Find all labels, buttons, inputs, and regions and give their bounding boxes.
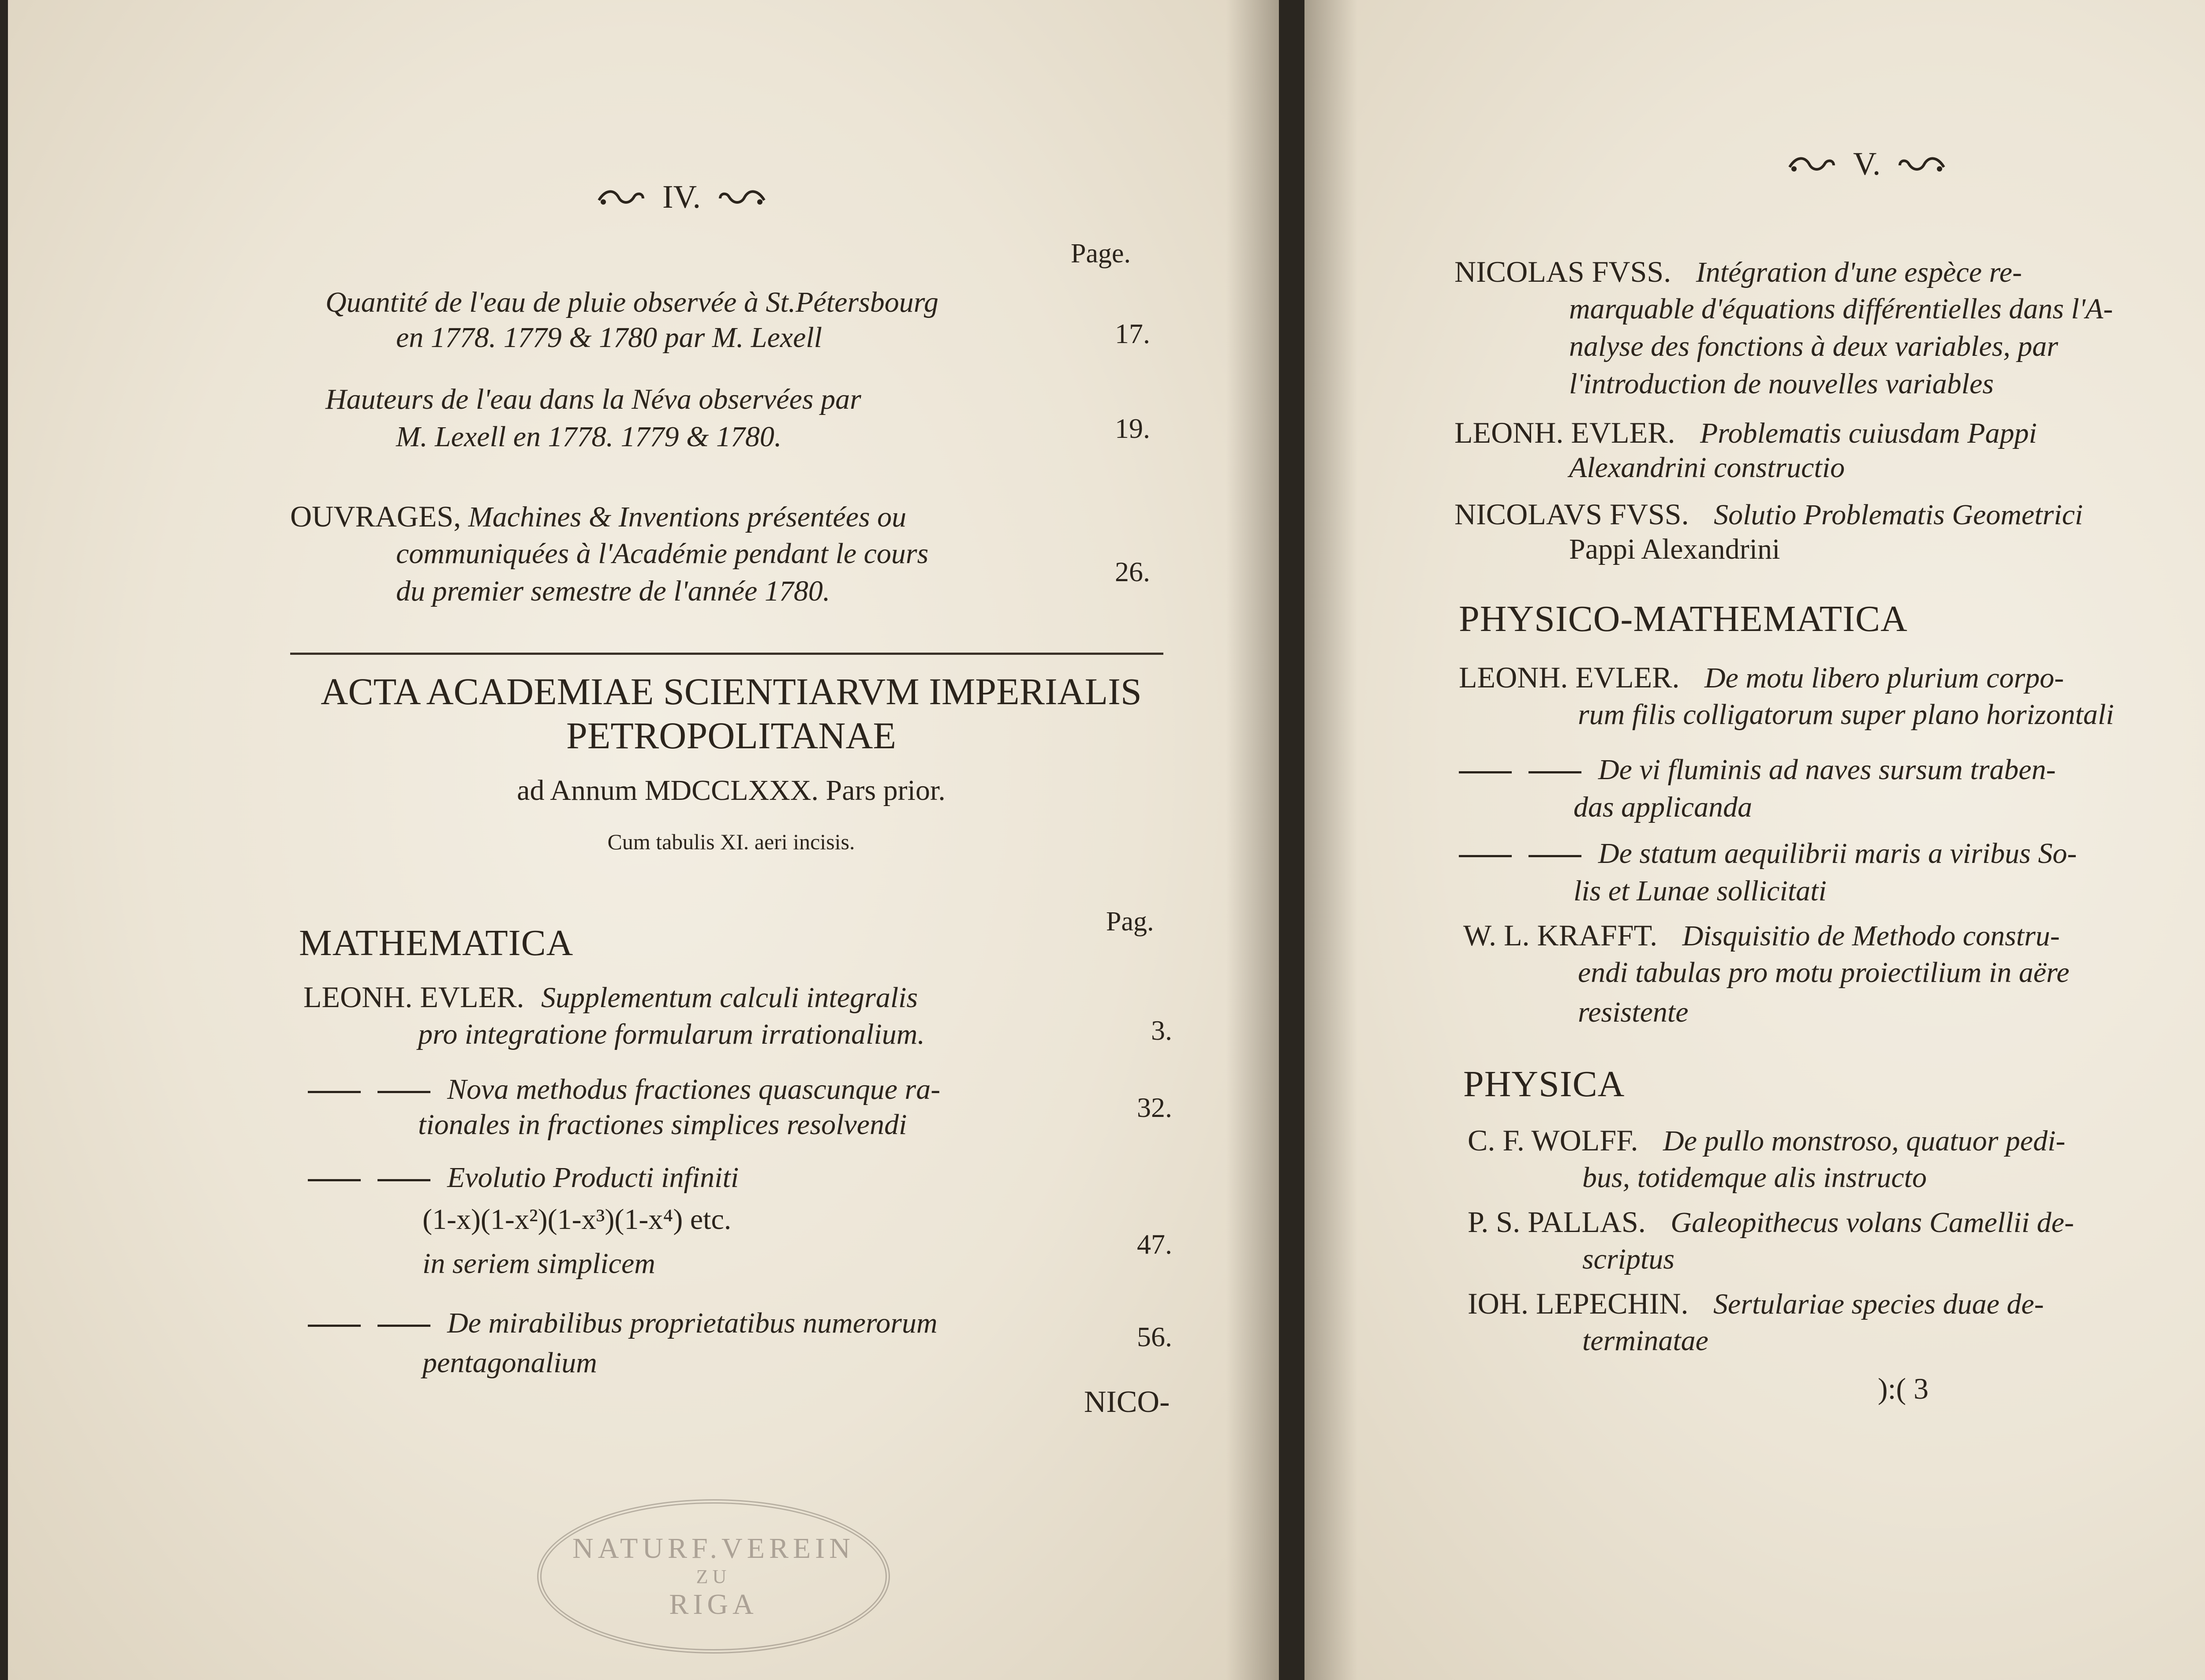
author-name: NICOLAS FVSS. (1454, 255, 1671, 288)
fleuron-ornament-icon (594, 187, 647, 208)
ditto-dash (1529, 855, 1581, 857)
running-head (1785, 146, 1948, 183)
entry-line: scriptus (1582, 1243, 1675, 1275)
entry-line: nalyse des fonctions à deux variables, par (1569, 330, 2058, 362)
entry-line: resistente (1578, 996, 1689, 1028)
entry-author (1463, 915, 2060, 956)
entry-line: das applicanda (1573, 791, 1753, 823)
entry-line (308, 1157, 739, 1198)
entry-line: Problematis cuiusdam Pappi (1700, 417, 2037, 449)
page-column-label: Pag. (1106, 907, 1154, 937)
entry-line-text: De mirabilibus proprietatibus numerorum (447, 1307, 938, 1339)
page-column-label: Page. (1071, 239, 1131, 269)
right-page (1304, 0, 2205, 1680)
acta-note: Cum tabulis XI. aeri incisis. (607, 829, 855, 854)
entry-line: tionales in fractiones simplices resolvendi (418, 1109, 907, 1141)
entry-line: Solutio Problematis Geometrici (1714, 499, 2083, 531)
entry-line: in seriem simplicem (422, 1247, 655, 1280)
entry-line: du premier semestre de l'année 1780. (396, 575, 830, 607)
acta-subtitle: ad Annum MDCCLXXX. Pars prior. (517, 774, 946, 806)
entry-line-text: De statum aequilibrii maris a viribus So- (1598, 837, 2077, 870)
entry-line: De pullo monstroso, quatuor pedi- (1663, 1125, 2066, 1157)
entry-line: Machines & Inventions présentées ou (468, 501, 907, 533)
entry-line: De motu libero plurium corpo- (1704, 662, 2064, 694)
entry-line (308, 1069, 940, 1110)
entry-line: endi tabulas pro motu proiectilium in aëre (1578, 956, 2070, 989)
fleuron-ornament-icon (1895, 154, 1948, 175)
entry-author (1459, 657, 2064, 698)
author-name: NICOLAVS FVSS. (1454, 497, 1689, 531)
entry-author (290, 496, 906, 538)
entry-line: Quantité de l'eau de pluie observée à St.Pétersbourg (325, 286, 938, 318)
entry-line: terminatae (1582, 1325, 1708, 1357)
page-number: 19. (1115, 413, 1150, 444)
formula: (1-x)(1-x²)(1-x³)(1-x⁴) etc. (422, 1203, 732, 1236)
ditto-dash (1529, 771, 1581, 773)
entry-line-text: Nova methodus fractiones quascunque ra- (447, 1073, 941, 1105)
gutter-shadow (1304, 0, 1357, 1680)
entry-line: marquable d'équations différentielles dans l'A- (1569, 293, 2113, 325)
running-head-number: V. (1853, 146, 1881, 182)
section-heading: PHYSICO-MATHEMATICA (1459, 598, 1908, 639)
author-name: OUVRAGES, (290, 500, 461, 533)
entry-line: Supplementum calculi integralis (541, 982, 918, 1014)
page-number: 26. (1115, 556, 1150, 587)
ditto-dash (377, 1091, 430, 1093)
ditto-dash (308, 1091, 361, 1093)
entry-line: Disquisitio de Methodo constru- (1682, 920, 2060, 952)
entry-author (1454, 251, 2022, 293)
gutter-shadow (1226, 0, 1279, 1680)
author-name: LEONH. EVLER. (1454, 416, 1675, 449)
entry-line: Pappi Alexandrini (1569, 533, 1780, 565)
fleuron-ornament-icon (1785, 154, 1838, 175)
entry-author (1468, 1283, 2044, 1325)
running-head (594, 179, 769, 216)
entry-line: Sertulariae species duae de- (1713, 1288, 2044, 1320)
entry-line: l'introduction de nouvelles variables (1569, 368, 1994, 400)
entry-line: Galeopithecus volans Camellii de- (1671, 1206, 2074, 1239)
ditto-dash (308, 1325, 361, 1327)
entry-author (303, 977, 918, 1018)
page-number: 17. (1115, 318, 1150, 349)
author-name: C. F. WOLFF. (1468, 1124, 1638, 1157)
acta-title: ACTA ACADEMIAE SCIENTIARVM IMPERIALIS (321, 670, 1142, 713)
stamp-text: RIGA (669, 1588, 758, 1620)
author-name: P. S. PALLAS. (1468, 1205, 1646, 1239)
entry-line: Intégration d'une espèce re- (1696, 256, 2022, 288)
entry-line (1459, 750, 2056, 790)
ditto-dash (1459, 855, 1512, 857)
entry-line: Hauteurs de l'eau dans la Néva observées par (325, 383, 861, 415)
entry-line: Alexandrini constructio (1569, 452, 1845, 484)
author-name: W. L. KRAFFT. (1463, 918, 1658, 952)
entry-line: M. Lexell en 1778. 1779 & 1780. (396, 421, 782, 453)
page-number: 3. (1151, 1015, 1172, 1046)
section-heading: PHYSICA (1463, 1064, 1625, 1105)
running-head-number: IV. (662, 179, 701, 215)
stamp-text: NATURF.VEREIN (572, 1532, 855, 1564)
entry-line (308, 1303, 938, 1344)
entry-line: pro integratione formularum irrationalium. (418, 1018, 925, 1050)
ditto-dash (377, 1179, 430, 1181)
entry-line-text: Evolutio Producti infiniti (447, 1161, 739, 1194)
library-stamp (537, 1499, 890, 1654)
entry-author (1468, 1120, 2065, 1161)
page-number: 56. (1137, 1321, 1172, 1352)
entry-line: pentagonalium (422, 1347, 597, 1379)
entry-line (1459, 833, 2077, 874)
ditto-dash (1459, 771, 1512, 773)
entry-author (1468, 1202, 2074, 1243)
page-number: 32. (1137, 1092, 1172, 1123)
entry-line: bus, totidemque alis instructo (1582, 1161, 1927, 1194)
stamp-text: ZU (696, 1565, 731, 1587)
acta-title-line2: PETROPOLITANAE (566, 714, 896, 757)
section-rule (290, 653, 1163, 655)
section-heading: MATHEMATICA (299, 922, 574, 963)
catchword: NICO- (1084, 1385, 1170, 1419)
entry-line: en 1778. 1779 & 1780 par M. Lexell (396, 321, 822, 354)
author-name: LEONH. EVLER. (303, 980, 524, 1014)
page-number: 47. (1137, 1228, 1172, 1260)
ditto-dash (308, 1179, 361, 1181)
ditto-dash (377, 1325, 430, 1327)
author-name: IOH. LEPECHIN. (1468, 1287, 1689, 1320)
entry-line-text: De vi fluminis ad naves sursum traben- (1598, 754, 2056, 786)
author-name: LEONH. EVLER. (1459, 661, 1680, 694)
entry-line: rum filis colligatorum super plano horizontali (1578, 698, 2114, 731)
fleuron-ornament-icon (716, 187, 769, 208)
entry-line: lis et Lunae sollicitati (1573, 875, 1827, 907)
signature-mark: ):( 3 (1878, 1372, 1929, 1405)
entry-line: communiquées à l'Académie pendant le cours (396, 538, 929, 570)
left-page (8, 0, 1279, 1680)
